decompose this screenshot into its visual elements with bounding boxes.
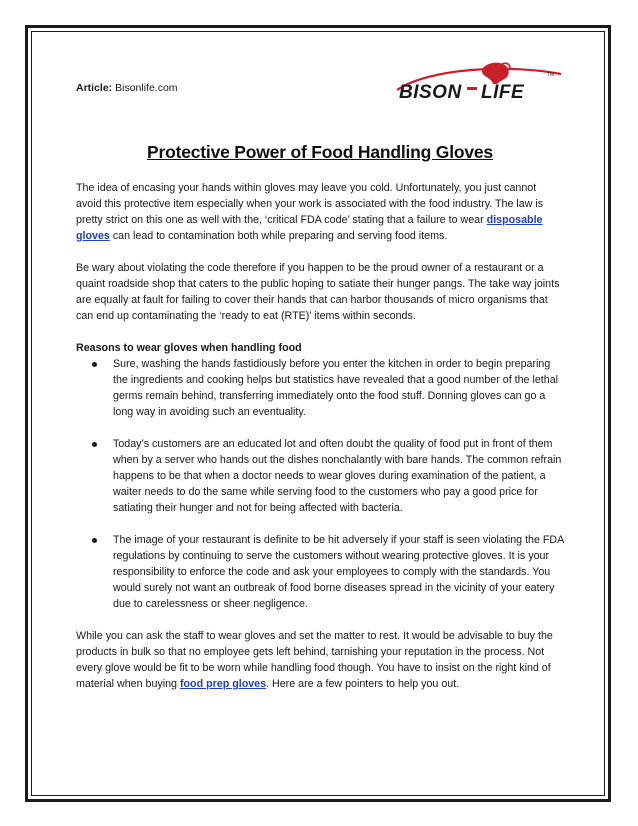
food-prep-gloves-link[interactable]: food prep gloves	[179, 678, 267, 690]
list-item	[76, 532, 564, 612]
list-item-text: Today’s customers are an educated lot and often doubt the quality of food put in front of them when by a server who hands out the dishes nonchalantly with bare hands. The common refrain happens to be that when a doctor needs to wear gloves during examination of the patient, a waiter needs to do the same while serving food to the customers who pay a good price for satiating their hunger and not for being affected with bacteria.	[113, 438, 562, 514]
intro-paragraph	[76, 180, 564, 244]
intro-text-before-link: The idea of encasing your hands within gloves may leave you cold. Unfortunately, you just cannot avoid this protective item especially when your work is associated with the food industry. The law is pretty strict on this one as well with the, ‘critical FDA code’ stating that a failure to wear	[76, 182, 544, 226]
list-item-text: Sure, washing the hands fastidiously before you enter the kitchen in order to begin preparing the ingredients and cooking helps but statistics have revealed that a good number of the lethal germs remain behind, transferring immediately onto the food stuff. Donning gloves can go a long way in avoiding such an eventuality.	[113, 358, 559, 418]
bisonlife-logo	[389, 60, 569, 104]
list-item	[76, 436, 564, 516]
page-title: Protective Power of Food Handling Gloves	[147, 142, 493, 162]
logo-trademark: TM	[547, 72, 555, 78]
bison-head-icon	[482, 63, 510, 84]
list-item	[76, 356, 564, 420]
logo-text-left: BISON	[399, 82, 462, 103]
reasons-heading: Reasons to wear gloves when handling food	[76, 342, 302, 354]
closing-text-before-link: While you can ask the staff to wear gloves and set the matter to rest. It would be advisable to buy the products in bulk so that no employee gets left behind, tarnishing your reputation in the process. Not every glove would be fit to be worn while handling food though. You have to insist on the right kind of material when buying	[76, 630, 553, 690]
document-header	[76, 60, 564, 116]
bullet-icon	[92, 538, 97, 543]
list-item-text: The image of your restaurant is definite to be hit adversely if your staff is seen violating the FDA regulations by continuing to serve the customers without wearing protective gloves. It is your responsibility to enforce the code and ask your employees to comply with the standards. You would surely not want an outbreak of food borne diseases spread in the vicinity of your eatery due to carelessness or sheer negligence.	[113, 534, 564, 610]
logo-text-right: LIFE	[481, 82, 525, 103]
logo-dash	[467, 87, 477, 90]
bullet-icon	[92, 442, 97, 447]
article-label: Article:	[76, 82, 113, 94]
intro-text-after-link: can lead to contamination both while preparing and serving food items.	[109, 230, 448, 242]
article-source: Bisonlife.com	[115, 82, 178, 94]
closing-text-after-link: . Here are a few pointers to help you out.	[266, 678, 460, 690]
reasons-list	[76, 356, 564, 612]
bullet-icon	[92, 362, 97, 367]
disposable-gloves-link[interactable]: disposable gloves	[76, 214, 543, 242]
closing-paragraph	[76, 628, 564, 692]
article-source-line	[76, 80, 178, 96]
document-body	[76, 60, 564, 692]
code-warning-paragraph: Be wary about violating the code therefore if you happen to be the proud owner of a restaurant or a quaint roadside shop that caters to the public hoping to satiate their hunger pangs. The take way joints are equally at fault for failing to cover their hands that can harbor thousands of micro organisms that can end up contaminating the ‘ready to eat (RTE)’ items within seconds.	[76, 262, 560, 322]
